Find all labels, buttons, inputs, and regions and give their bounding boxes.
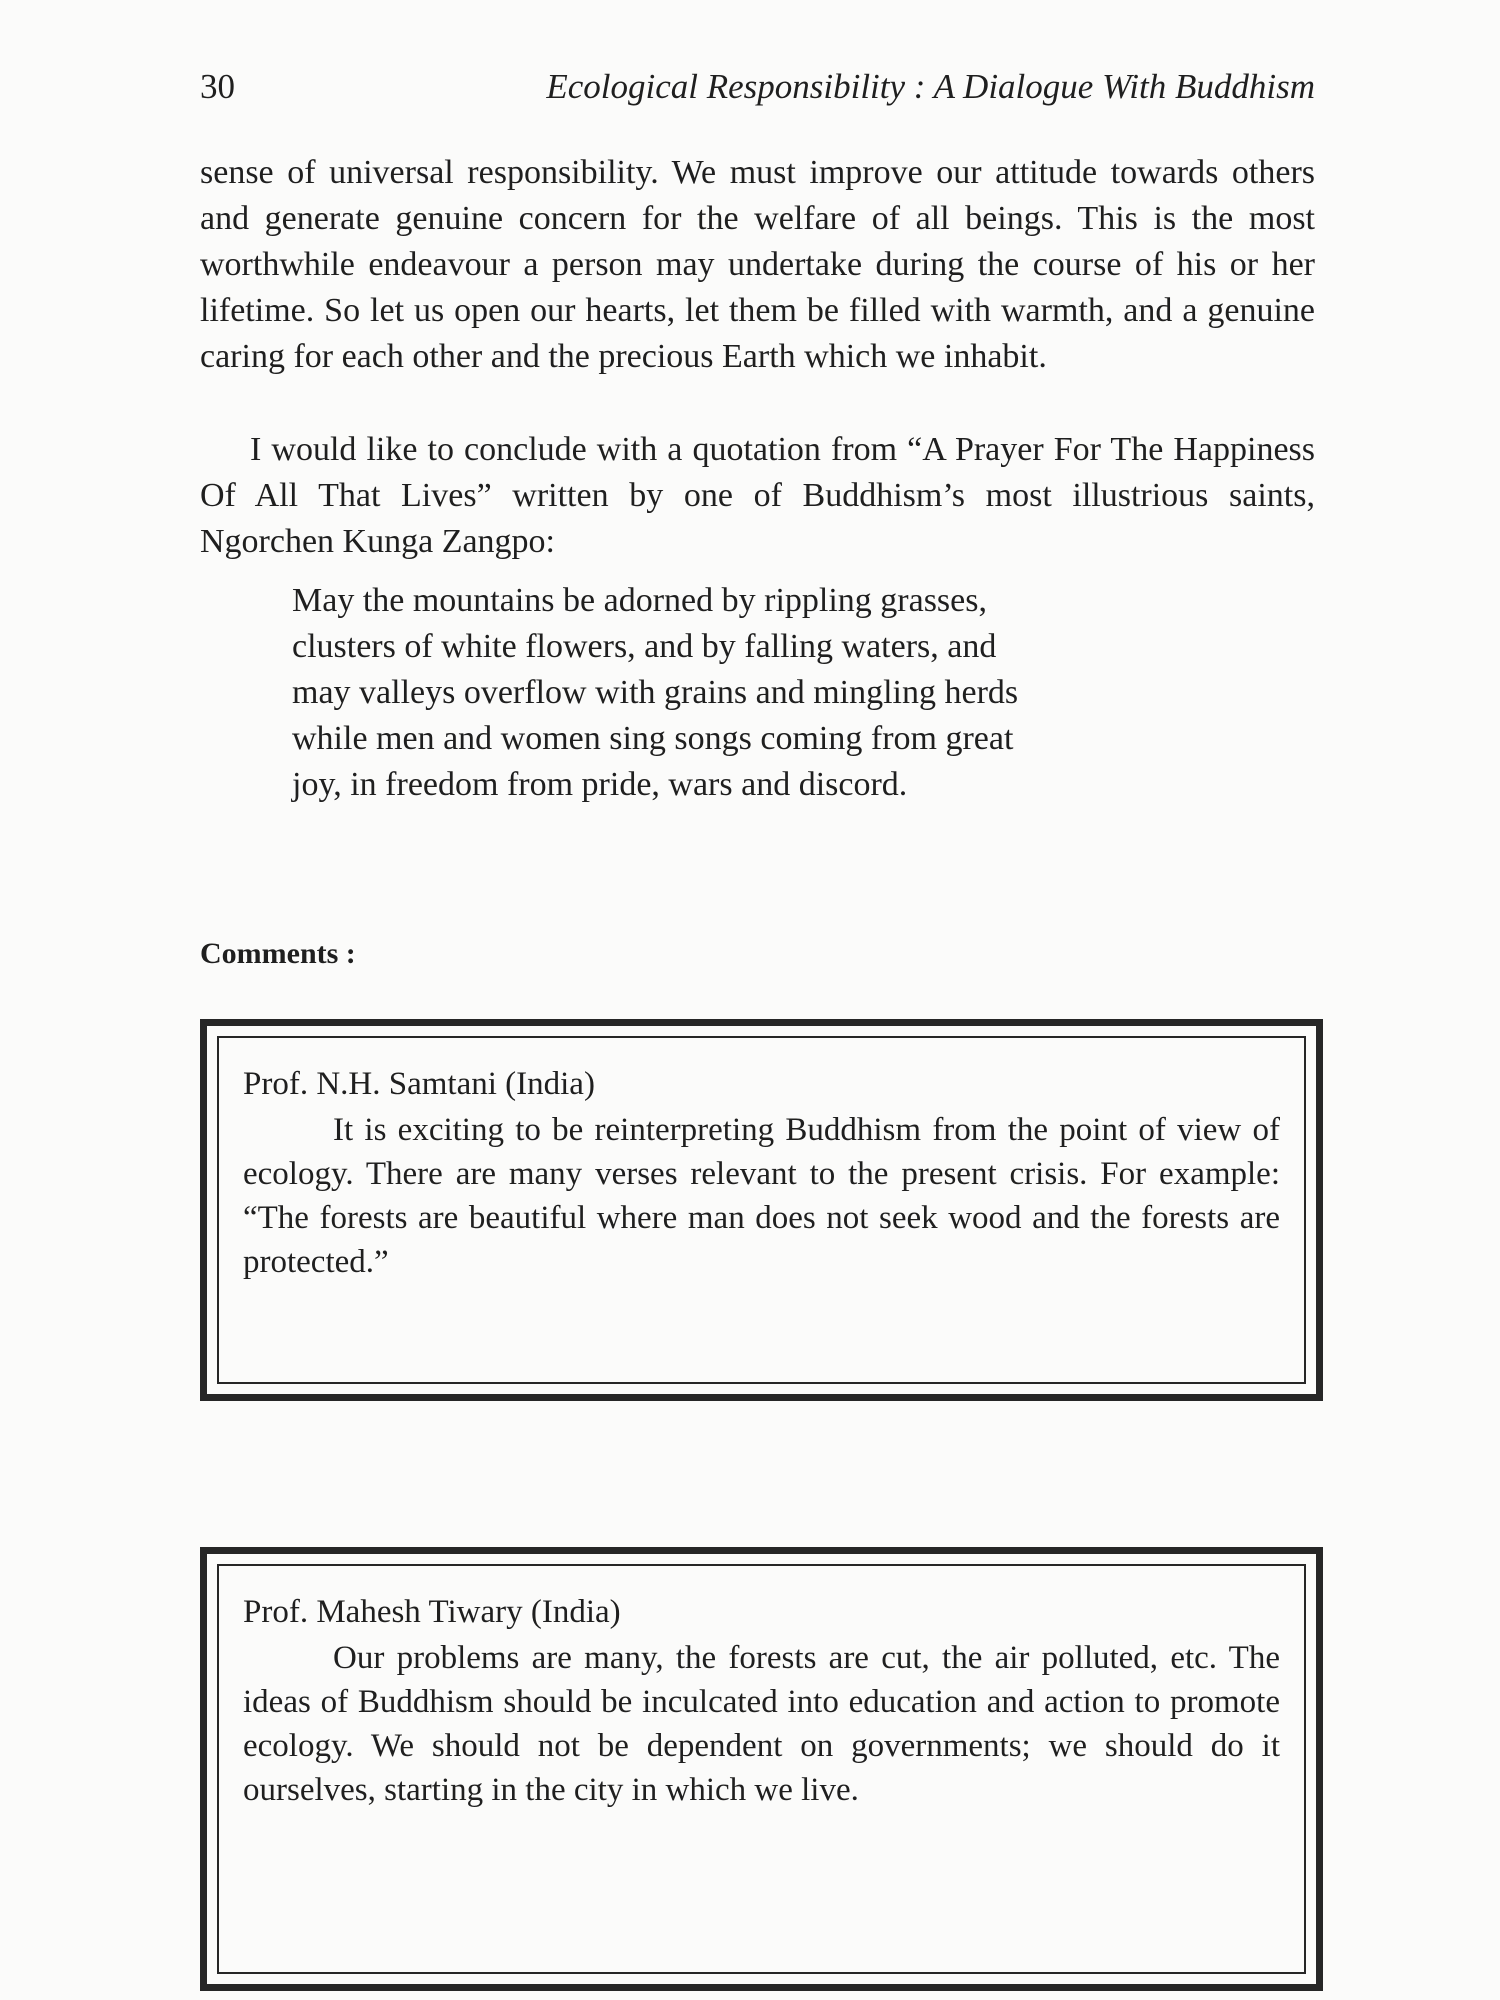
page-header — [200, 62, 1315, 112]
body-paragraph-2: I would like to conclude with a quotation from “A Prayer For The Happiness Of All That Lives” written by one of Buddhism’s most illustrious saints, Ngorchen Kunga Zangpo: — [200, 431, 1315, 560]
quote-line-3: may valleys overflow with grains and mingling herds — [292, 674, 1019, 711]
comment-inner-frame — [217, 1036, 1306, 1384]
comment-author: Prof. Mahesh Tiwary (India) — [243, 1594, 621, 1630]
page-number: 30 — [200, 67, 235, 106]
comments-heading: Comments : — [200, 937, 356, 970]
body-paragraph-1: sense of universal responsibility. We must improve our attitude towards others and generate genuine concern for the welfare of all beings. This is the most worthwhile endeavour a person may undertake during the course of his or her lifetime. So let us open our hearts, let them be filled with warmth, and a genuine caring for each other and the precious Earth which we inhabit. — [200, 154, 1315, 375]
quote-line-1: May the mountains be adorned by rippling grasses, — [292, 582, 987, 619]
quote-line-5: joy, in freedom from pride, wars and discord. — [292, 766, 908, 803]
comment-box-tiwary — [200, 1547, 1323, 1991]
quote-line-2: clusters of white flowers, and by falling waters, and — [292, 628, 997, 665]
comment-inner-frame — [217, 1564, 1306, 1974]
comment-author: Prof. N.H. Samtani (India) — [243, 1066, 595, 1102]
running-title: Ecological Responsibility : A Dialogue With Buddhism — [546, 67, 1315, 106]
block-quotation — [292, 578, 1252, 808]
comment-box-samtani — [200, 1019, 1323, 1401]
comment-text: Our problems are many, the forests are cut, the air polluted, etc. The ideas of Buddhism should be inculcated into education and action to promote ecology. We should not be dependent on governments; we should do it ourselves, starting in the city in which we live. — [243, 1640, 1280, 1808]
quote-line-4: while men and women sing songs coming from great — [292, 720, 1014, 757]
comment-text: It is exciting to be reinterpreting Buddhism from the point of view of ecology. There are many verses relevant to the present crisis. For example: “The forests are beautiful where man does not seek wood and the forests are protected.” — [243, 1112, 1280, 1280]
